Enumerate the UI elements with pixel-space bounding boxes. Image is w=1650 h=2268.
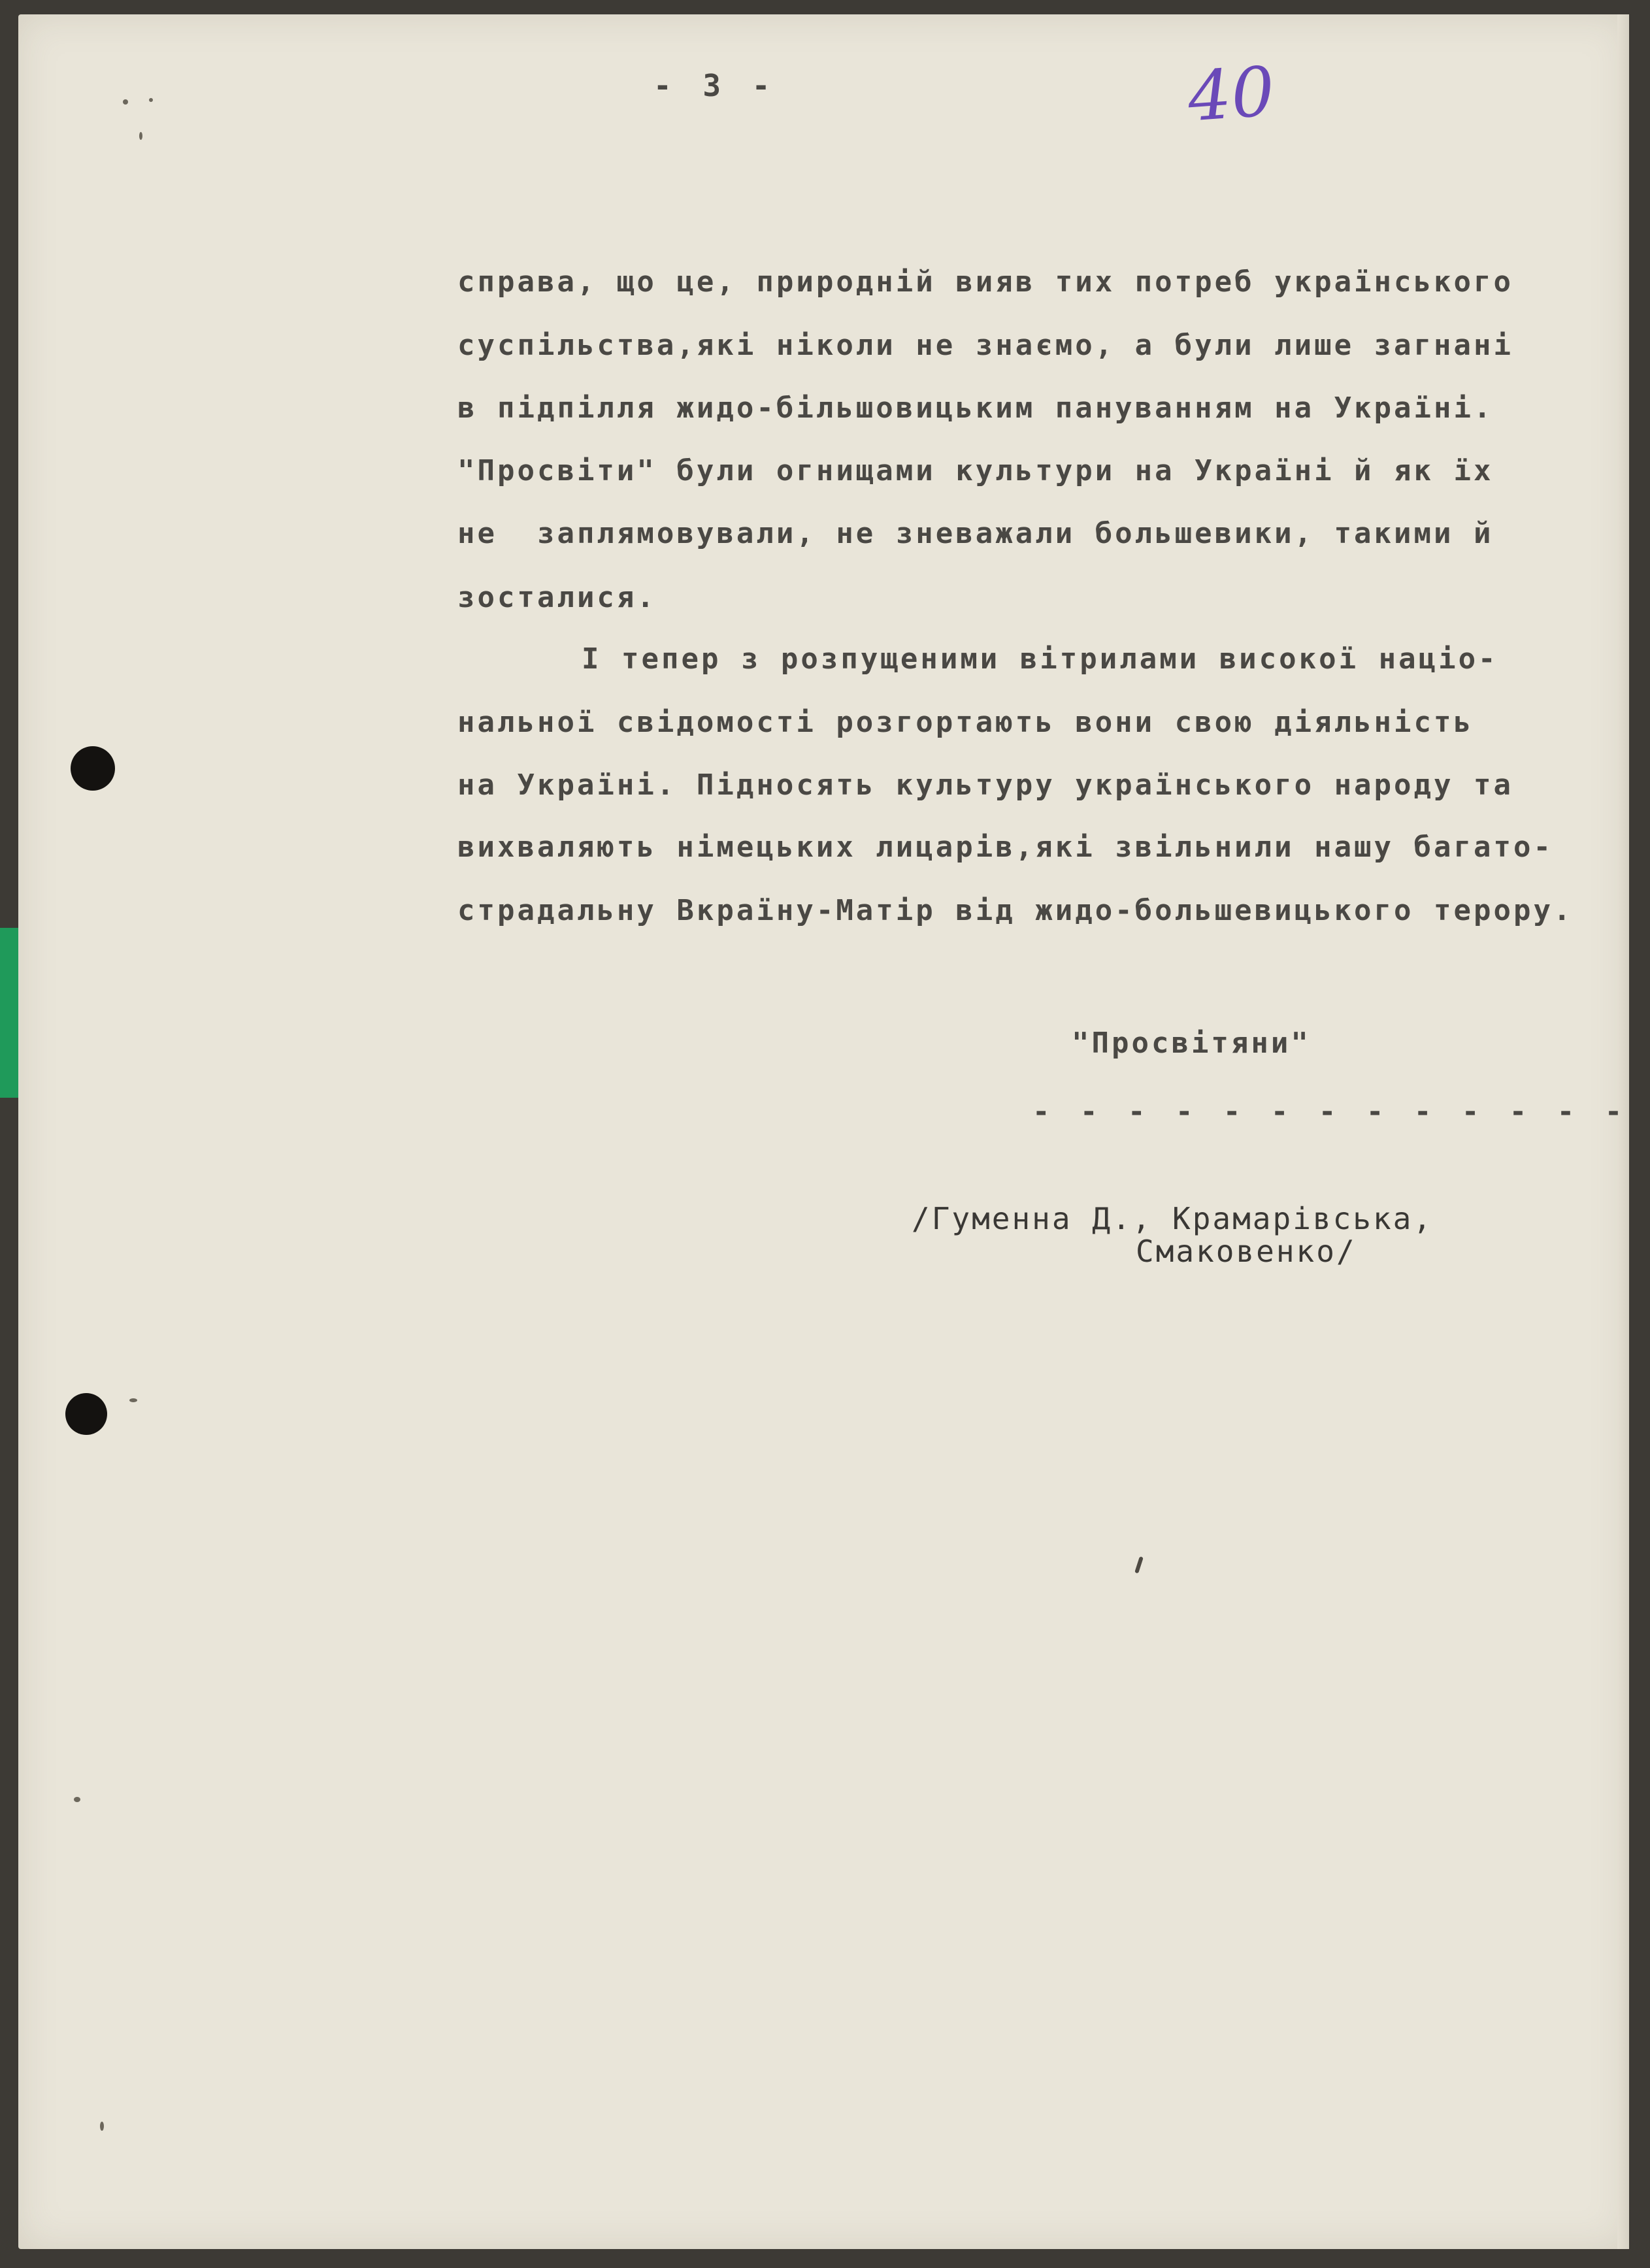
- body-line: нальної свідомості розгортають вони свою діяльність: [457, 706, 1474, 739]
- body-line: на Україні. Підносять культуру українського народу та: [457, 768, 1513, 802]
- paper-edge: [1617, 14, 1629, 2249]
- body-line: справа, що це, природній вияв тих потреб українського: [457, 265, 1513, 299]
- body-line: суспільства,які ніколи не знаємо, а були лише загнані: [457, 329, 1513, 362]
- signatories-line-1: /Гуменна Д., Крамарівська,: [912, 1201, 1434, 1236]
- speck: [100, 2122, 104, 2131]
- body-line: вихваляють німецьких лицарів,які звільнили нашу багато-: [457, 830, 1553, 864]
- signatories-line-2: Смаковенко/: [1136, 1234, 1357, 1269]
- speck: [129, 1398, 137, 1402]
- body-line: в підпілля жидо-більшовицьким пануванням на Україні.: [457, 391, 1494, 425]
- speck: [139, 132, 142, 140]
- closing-signoff: "Просвітяни": [1072, 1027, 1311, 1060]
- speck: [123, 99, 128, 105]
- body-line-indented: І тепер з розпущеними вітрилами високої націо-: [582, 642, 1498, 676]
- body-line: страдальну Вкраїну-Матір від жидо-большевицького терору.: [457, 894, 1574, 927]
- punch-hole-top: [71, 746, 115, 791]
- body-line: не заплямовували, не зневажали большевики, такими й: [457, 517, 1494, 550]
- page-number: - 3 -: [653, 68, 777, 103]
- speck: [74, 1797, 80, 1802]
- speck: [149, 98, 153, 102]
- punch-hole-bottom: [65, 1393, 107, 1435]
- dash-separator: - - - - - - - - - - - - -: [1032, 1095, 1629, 1128]
- body-line: зосталися.: [457, 581, 657, 614]
- pencil-mark: [1134, 1556, 1144, 1574]
- body-line: "Просвіти" були огнищами культури на Україні й як їх: [457, 454, 1494, 487]
- archive-sheet-number: 40: [1185, 51, 1278, 137]
